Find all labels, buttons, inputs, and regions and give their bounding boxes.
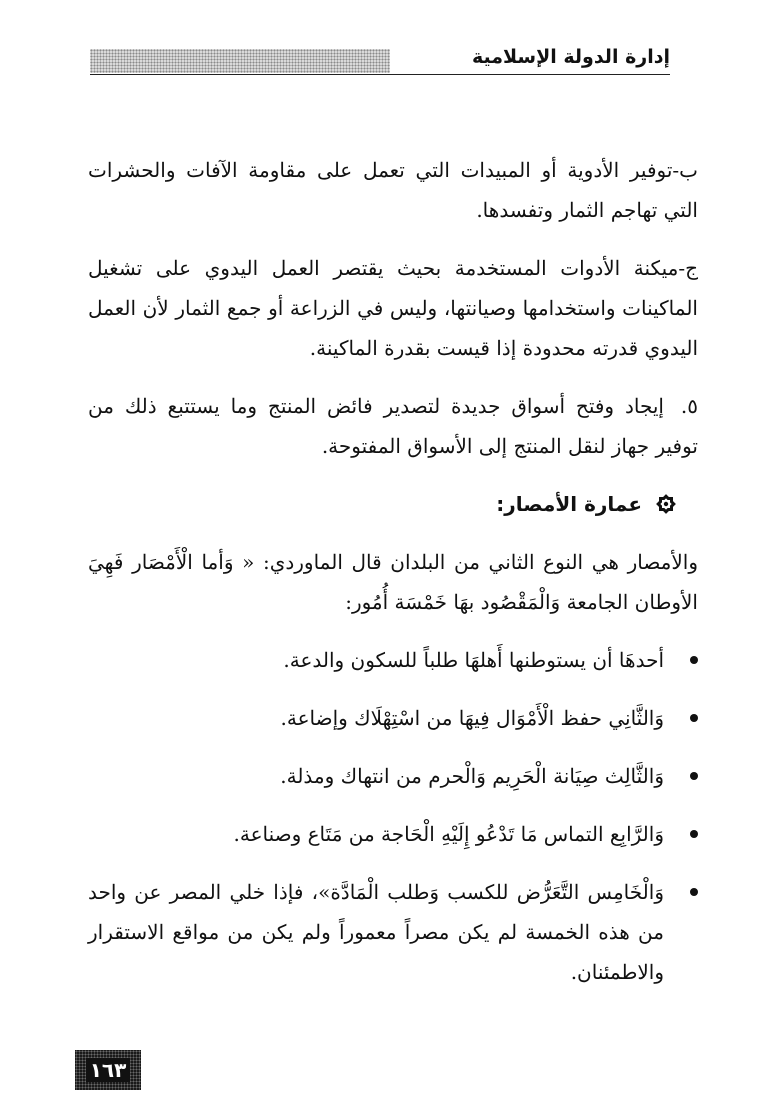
list-item-text: وَالرَّابِع التماس مَا تَدْعُو إِلَيْهِ الْحَاجة من مَتَاع وصناعة. — [233, 822, 664, 846]
section-heading — [88, 484, 678, 524]
header-title: إدارة الدولة الإسلامية — [471, 46, 670, 68]
list-item-text: وَالثَّانِي حفظ الْأَمْوَال فِيهَا من اسْتِهْلَاك وإضاعة. — [280, 706, 664, 730]
list-item — [88, 814, 698, 854]
bullet-icon — [690, 772, 698, 780]
paragraph-b: ب-توفير الأدوية أو المبيدات التي تعمل على مقاومة الآفات والحشرات التي تهاجم الثمار وتفسدها. — [88, 158, 698, 222]
running-header — [90, 40, 670, 74]
numbered-item-5 — [88, 386, 698, 466]
list-item — [88, 640, 698, 680]
bullet-icon — [690, 656, 698, 664]
list-item-text: وَالْخَامِس التَّعَرُّض للكسب وَطلب الْمَادَّة»، فإذا خلي المصر عن واحد من هذه الخمسة لم يكن مصراً معموراً ولم يكن من مواقع الاستقرار والاطمئنان. — [88, 880, 664, 984]
list-item-text: وَالثَّالِث صِيَانة الْحَرِيم وَالْحرم من انتهاك ومذلة. — [280, 764, 664, 788]
page-number-box — [75, 1050, 141, 1090]
bullet-list — [88, 640, 698, 992]
item-number: ٥. — [680, 394, 698, 418]
list-item-text: أحدهَا أن يستوطنها أَهلهَا طلباً للسكون والدعة. — [283, 648, 664, 672]
header-decoration — [90, 49, 390, 73]
list-item — [88, 872, 698, 992]
bullet-icon — [690, 830, 698, 838]
item-text: إيجاد وفتح أسواق جديدة لتصدير فائض المنتج وما يستتبع ذلك من توفير جهاز لنقل المنتج إلى الأسواق المفتوحة. — [88, 394, 698, 458]
list-item — [88, 698, 698, 738]
section-heading-text: عمارة الأمصار: — [496, 492, 642, 516]
ornament-star-icon — [654, 492, 678, 516]
intro-paragraph: والأمصار هي النوع الثاني من البلدان قال الماوردي: « وَأما الْأَمْصَار فَهِيَ الأوطان الجامعة وَالْمَقْصُود بهَا خَمْسَة أُمُور: — [88, 550, 698, 614]
page-number: ١٦٣ — [86, 1058, 131, 1082]
page-body — [88, 150, 698, 1010]
list-item — [88, 756, 698, 796]
header-rule — [90, 74, 670, 75]
paragraph-j: ج-ميكنة الأدوات المستخدمة بحيث يقتصر العمل اليدوي على تشغيل الماكينات واستخدامها وصيانتها، وليس في الزراعة أو جمع الثمار لأن العمل اليدوي قدرته محدودة إذا قيست بقدرة الماكينة. — [88, 256, 698, 360]
bullet-icon — [690, 888, 698, 896]
bullet-icon — [690, 714, 698, 722]
